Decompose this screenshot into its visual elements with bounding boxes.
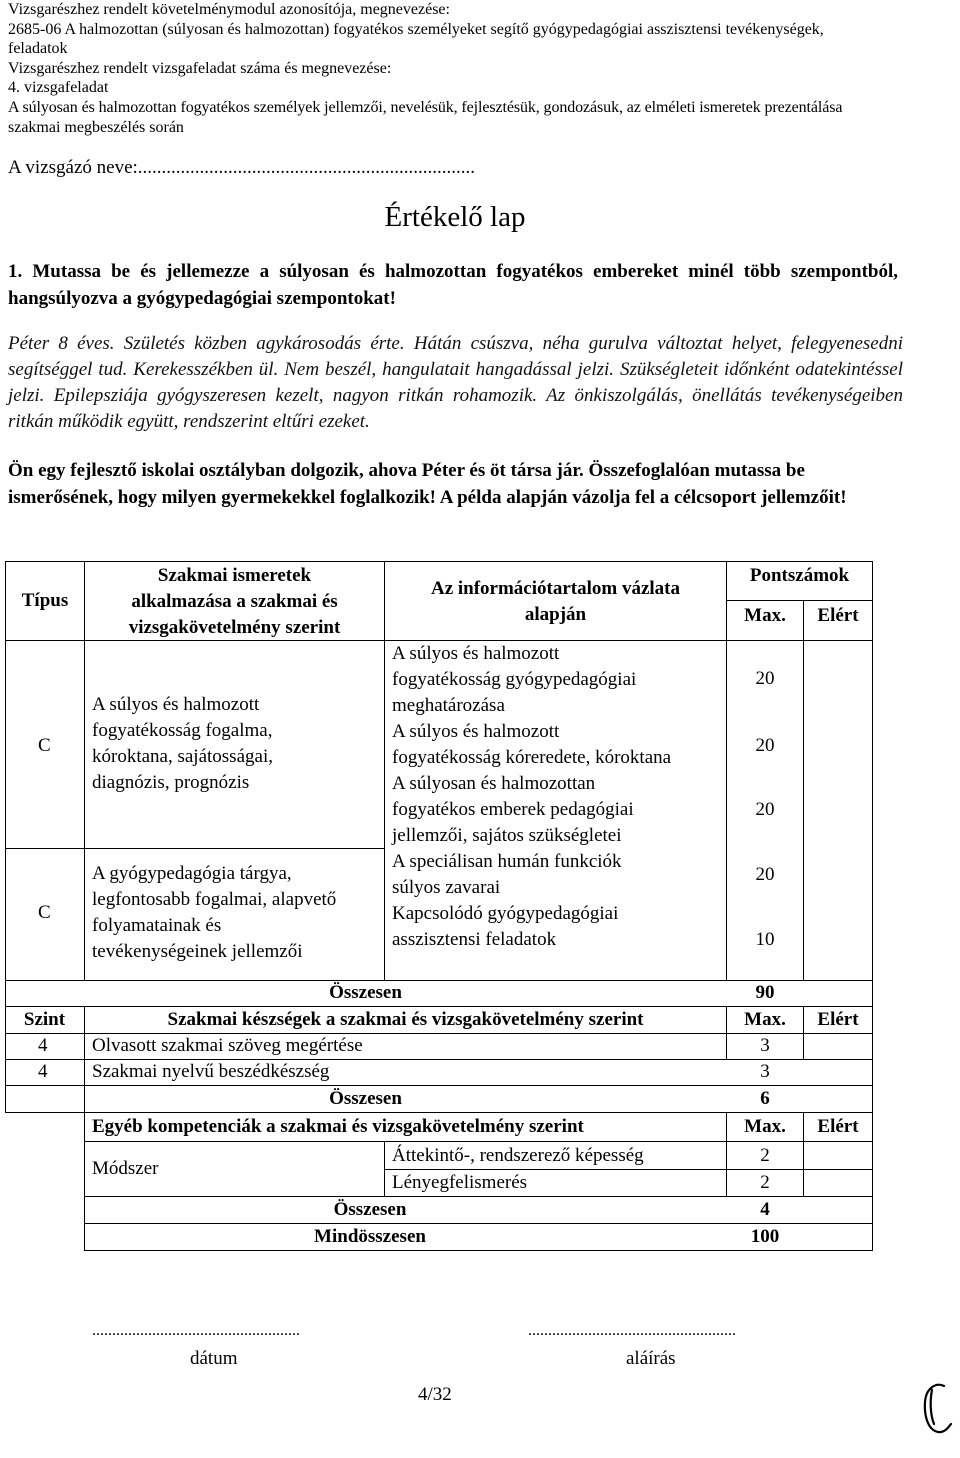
task-instruction: Ön egy fejlesztő iskolai osztályban dolgozik, ahova Péter és öt társa jár. Összefoglalóan mutassa be ismerősének, hogy milyen gyermekekkel foglalkozik! A példa alapján vázolja fel a célcsoport jellemzőit!: [8, 460, 847, 508]
skills-header: Szakmai készségek a szakmai és vizsgakövetelmény szerint: [167, 1009, 644, 1030]
table-border: [5, 561, 6, 980]
subtotal-value: 90: [755, 982, 775, 1003]
grand-total-label: Mindösszesen: [314, 1226, 426, 1247]
outline-item-line: Kapcsolódó gyógypedagógiai: [392, 903, 619, 924]
outline-header-line: alapján: [524, 604, 587, 625]
outline-item-line: jellemzői, sajátos szükségletei: [392, 825, 622, 846]
document-header: [8, 0, 953, 137]
type-header: Típus: [21, 590, 69, 611]
page-title-text: Értékelő lap: [384, 201, 526, 233]
knowledge-header-line: vizsgakövetelmény szerint: [128, 617, 341, 638]
max-value: 20: [755, 864, 775, 885]
candidate-name-field: A vizsgázó neve:.......................................................................: [8, 157, 476, 178]
points-header: Pontszámok: [749, 565, 850, 586]
page-title: [0, 201, 960, 234]
subtotal-value: 4: [760, 1199, 770, 1220]
knowledge-cell-line: diagnózis, prognózis: [92, 772, 250, 793]
signature-line: ....................................................: [528, 1322, 736, 1339]
method-label: Módszer: [92, 1158, 159, 1179]
table-border: [726, 600, 873, 601]
competency-max: 2: [760, 1172, 770, 1193]
page-number: 4/32: [418, 1384, 452, 1405]
task-question: 1. Mutassa be és jellemezze a súlyosan és halmozottan fogyatékos embereket minél több szempontból, hangsúlyozva a gyógypedagógiai szempontokat!: [8, 261, 898, 309]
subtotal-value: 6: [760, 1088, 770, 1109]
skill-level: 4: [38, 1035, 48, 1056]
competency-label: Lényegfelismerés: [392, 1172, 528, 1193]
max-value: 10: [755, 929, 775, 950]
outline-header-line: Az információtartalom vázlata: [430, 578, 681, 599]
type-cell: C: [38, 735, 51, 756]
knowledge-cell-line: tevékenységeinek jellemzői: [92, 941, 303, 962]
outline-item-line: A súlyos és halmozott: [392, 643, 560, 664]
table-border: [803, 600, 804, 980]
header-line: A súlyosan és halmozottan fogyatékos személyek jellemzői, nevelésük, fejlesztésük, gondozásuk, az elméleti ismeretek prezentálása: [8, 98, 843, 116]
knowledge-cell-line: A gyógypedagógia tárgya,: [92, 863, 292, 884]
competency-label: Áttekintő-, rendszerező képesség: [392, 1145, 644, 1166]
max-value: 20: [755, 668, 775, 689]
handwritten-signature: [918, 1380, 954, 1436]
knowledge-header-line: alkalmazása a szakmai és: [131, 591, 338, 612]
header-line: 4. vizsgafeladat: [8, 79, 109, 97]
outline-item-line: fogyatékos emberek pedagógiai: [392, 799, 634, 820]
skills-achieved-header: Elért: [817, 1009, 859, 1030]
outline-item-line: fogyatékosság kóreredete, kóroktana: [392, 747, 672, 768]
header-line: Vizsgarészhez rendelt követelménymodul azonosítója, megnevezése:: [8, 1, 450, 18]
table-border: [872, 561, 873, 980]
table-border: [84, 1141, 873, 1142]
max-value: 20: [755, 735, 775, 756]
subtotal-label: Összesen: [329, 982, 402, 1003]
skill-label: Olvasott szakmai szöveg megértése: [92, 1035, 363, 1056]
table-border: [5, 1112, 873, 1113]
signature-label: aláírás: [626, 1348, 676, 1369]
skill-max: 3: [760, 1061, 770, 1082]
skill-label: Szakmai nyelvű beszédkészség: [92, 1061, 330, 1082]
case-description: Péter 8 éves. Születés közben agykárosodás érte. Hátán csúszva, néha gurulva változtat helyet, felegyenesedni segítséggel tud. Kerekesszékben ül. Nem beszél, hangulatait hangadással jelzi. Szükségleteit időnként odatekintéssel jelzi. Epilepsziája gyógyszeresen kezelt, nagyon ritkán rohamozik. Az önkiszolgálás, önellátás tevékenységeiben ritkán működik együtt, rendszerint eltűri ezeket.: [8, 333, 903, 432]
outline-item-line: A speciálisan humán funkciók: [392, 851, 622, 872]
date-label: dátum: [190, 1348, 238, 1369]
table-border: [872, 980, 873, 1250]
table-border: [84, 1250, 873, 1251]
knowledge-cell-line: fogyatékosság fogalma,: [92, 720, 273, 741]
skill-max: 3: [760, 1035, 770, 1056]
date-line: ....................................................: [92, 1322, 300, 1339]
header-line: szakmai megbeszélés során: [8, 118, 184, 136]
outline-item-line: súlyos zavarai: [392, 877, 501, 898]
max-value: 20: [755, 799, 775, 820]
header-line: feladatok: [8, 40, 68, 58]
knowledge-cell-line: legfontosabb fogalmai, alapvető: [92, 889, 337, 910]
header-line: 2685-06 A halmozottan (súlyosan és halmozottan) fogyatékos személyeket segítő gyógypedagógiai asszisztensi tevékenységek,: [8, 20, 824, 38]
competencies-max-header: Max.: [744, 1116, 786, 1137]
skill-level: 4: [38, 1061, 48, 1082]
grand-total-value: 100: [750, 1226, 780, 1247]
type-cell: C: [38, 902, 51, 923]
subtotal-label: Összesen: [333, 1199, 407, 1220]
table-border: [5, 848, 385, 849]
skills-max-header: Max.: [744, 1009, 786, 1030]
outline-item-line: A súlyos és halmozott: [392, 721, 560, 742]
max-header: Max.: [744, 605, 786, 626]
table-border: [384, 1141, 385, 1196]
competencies-header: Egyéb kompetenciák a szakmai és vizsgakövetelmény szerint: [92, 1116, 584, 1137]
outline-item-line: meghatározása: [392, 695, 505, 716]
subtotal-label: Összesen: [329, 1088, 402, 1109]
competencies-achieved-header: Elért: [817, 1116, 859, 1137]
outline-item-line: A súlyosan és halmozottan: [392, 773, 596, 794]
level-header: Szint: [23, 1009, 66, 1030]
table-border: [5, 561, 873, 562]
achieved-header: Elért: [817, 605, 859, 626]
outline-item-line: fogyatékosság gyógypedagógiai: [392, 669, 637, 690]
knowledge-header-line: Szakmai ismeretek: [157, 565, 312, 586]
knowledge-cell-line: A súlyos és halmozott: [92, 694, 260, 715]
knowledge-cell-line: folyamatainak és: [92, 915, 222, 936]
header-line: Vizsgarészhez rendelt vizsgafeladat száma és megnevezése:: [8, 59, 392, 77]
knowledge-cell-line: kóroktana, sajátosságai,: [92, 746, 273, 767]
outline-item-line: asszisztensi feladatok: [392, 929, 557, 950]
competency-max: 2: [760, 1145, 770, 1166]
